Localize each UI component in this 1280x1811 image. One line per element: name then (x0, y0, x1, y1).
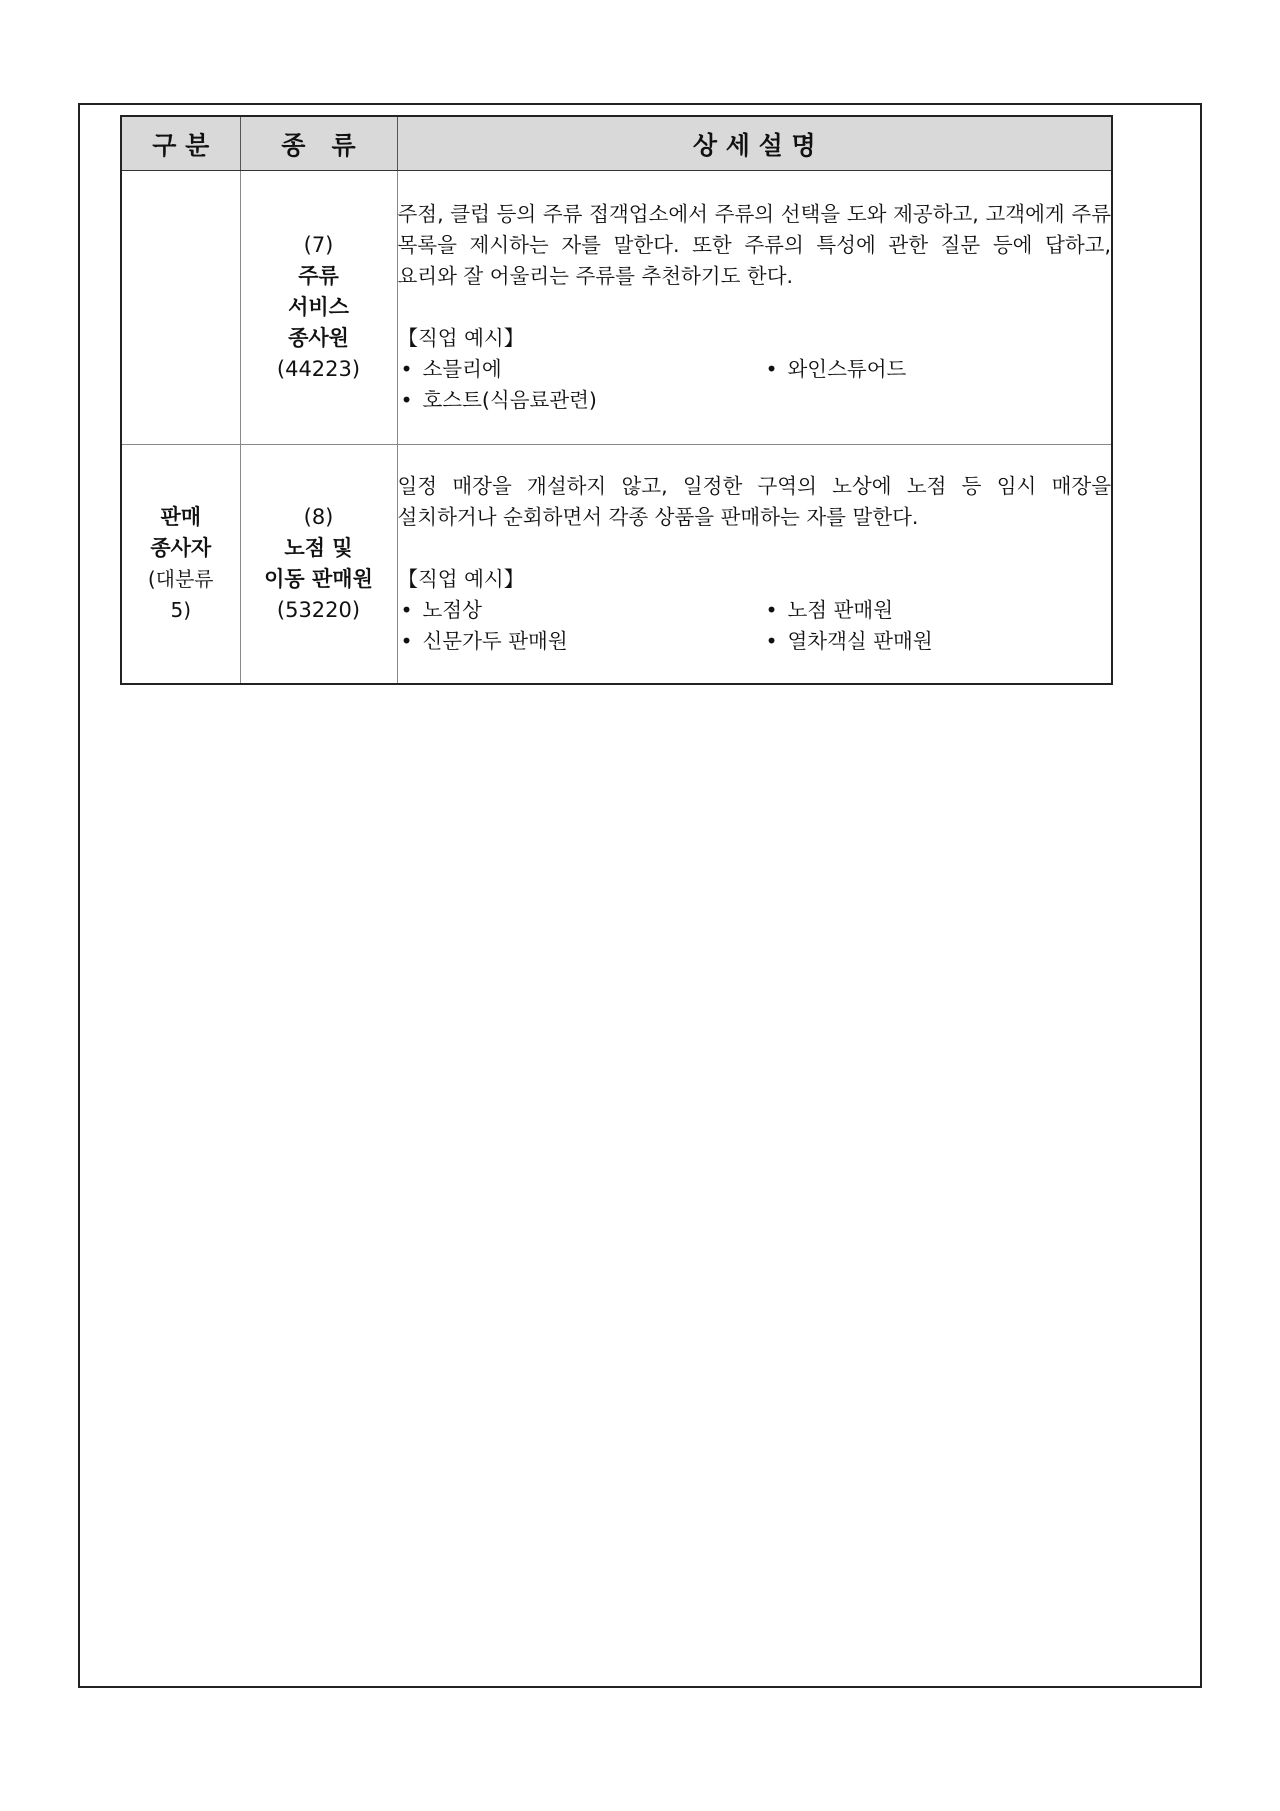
type-number: (7) (303, 233, 334, 257)
list-item: • 노점상 (398, 595, 763, 626)
type-name-line: 노점 및 (284, 536, 353, 560)
examples-list (398, 354, 1112, 416)
examples-list (398, 595, 1112, 657)
type-cell (240, 171, 397, 445)
list-item: • 소믈리에 (398, 354, 763, 385)
category-cell-empty (121, 171, 240, 445)
category-name-line: 판매 (160, 505, 202, 529)
list-item: • 열차객실 판매원 (763, 626, 1093, 657)
list-item: • 노점 판매원 (763, 595, 1093, 626)
list-item: • 와인스튜어드 (763, 354, 1093, 385)
list-item: • 신문가두 판매원 (398, 626, 763, 657)
type-name-line: 서비스 (288, 295, 349, 319)
description-text: 일정 매장을 개설하지 않고, 일정한 구역의 노상에 노점 등 임시 매장을 설치하거나 순회하면서 각종 상품을 판매하는 자를 말한다. (397, 474, 1111, 529)
description-cell (397, 171, 1112, 445)
type-code: (53220) (276, 598, 361, 622)
bullet-icon: • (400, 598, 413, 622)
examples-title: 【직업 예시】 (397, 567, 525, 591)
type-name-line: 주류 (298, 264, 339, 288)
list-item: • 호스트(식음료관련) (398, 385, 763, 416)
table-row (121, 445, 1112, 685)
category-code-line: 5) (170, 598, 192, 622)
type-cell (240, 445, 397, 685)
bullet-icon: • (765, 629, 778, 653)
examples-title: 【직업 예시】 (397, 326, 525, 350)
header-description: 상 세 설 명 (397, 116, 1112, 171)
bullet-icon: • (400, 388, 413, 412)
table-container (120, 115, 1113, 685)
header-category: 구 분 (121, 116, 240, 171)
table-row (121, 171, 1112, 445)
category-cell (121, 445, 240, 685)
bullet-icon: • (400, 629, 413, 653)
table-header-row (121, 116, 1112, 171)
description-text: 주점, 클럽 등의 주류 접객업소에서 주류의 선택을 도와 제공하고, 고객에게 주류 목록을 제시하는 자를 말한다. 또한 주류의 특성에 관한 질문 등에 답하고, 요리와 잘 어울리는 주류를 추천하기도 한다. (397, 202, 1111, 288)
type-number: (8) (303, 505, 334, 529)
type-name-line: 종사원 (288, 326, 349, 350)
category-name-line: 종사자 (150, 536, 212, 560)
bullet-icon: • (765, 598, 778, 622)
header-type: 종 류 (240, 116, 397, 171)
category-code-line: (대분류 (147, 567, 214, 591)
bullet-icon: • (765, 357, 778, 381)
type-name-line: 이동 판매원 (264, 567, 373, 591)
type-code: (44223) (276, 357, 361, 381)
occupation-classification-table (120, 115, 1113, 685)
description-cell (397, 445, 1112, 685)
bullet-icon: • (400, 357, 413, 381)
